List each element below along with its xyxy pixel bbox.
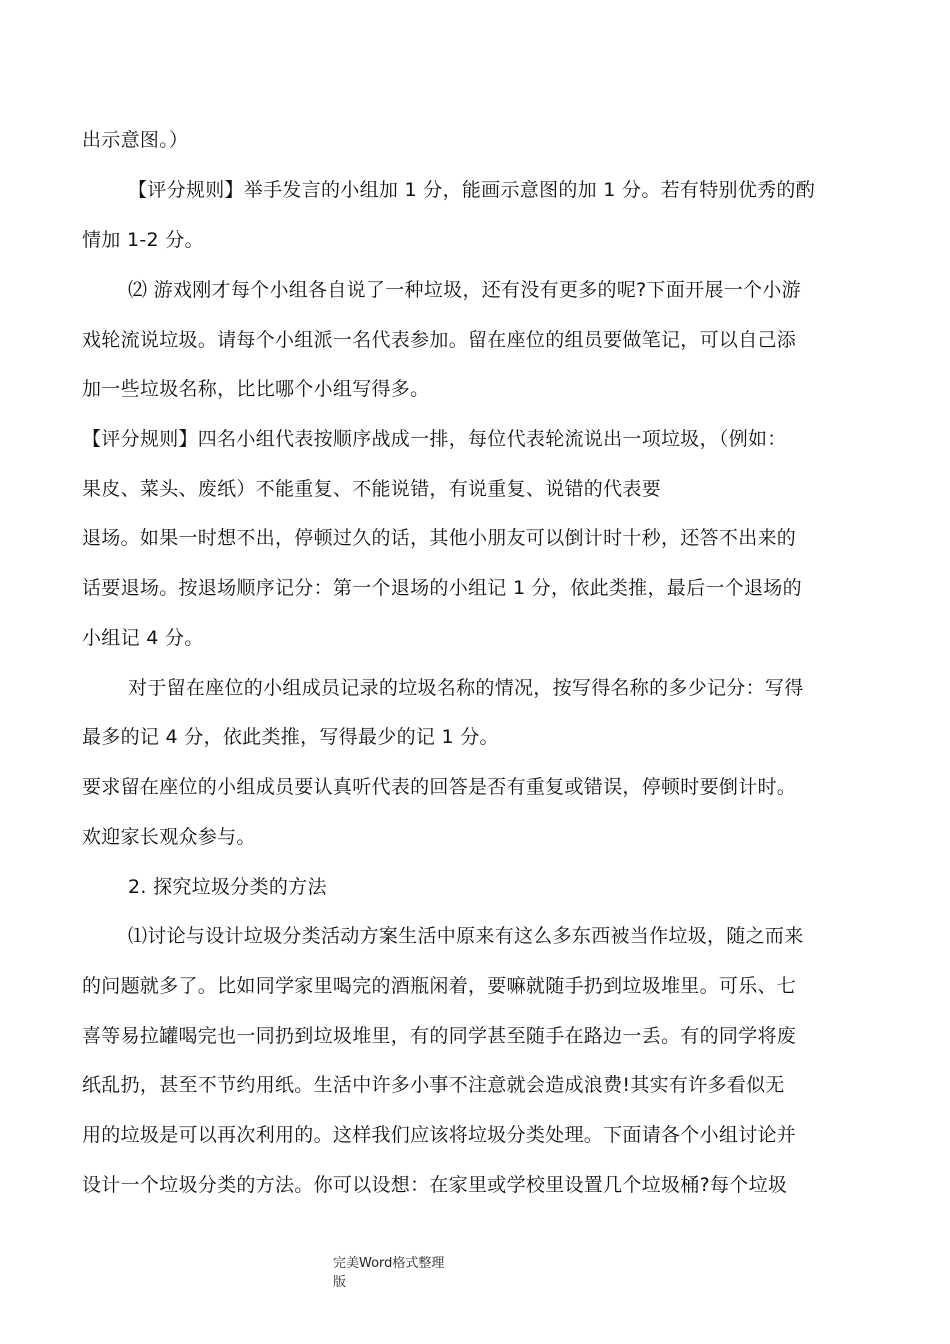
text-line: 果皮、菜头、废纸）不能重复、不能说错，有说重复、说错的代表要 <box>82 478 662 500</box>
text-line: 对于留在座位的小组成员记录的垃圾名称的情况，按写得名称的多少记分：写得 <box>128 677 804 699</box>
text-line: 【评分规则】四名小组代表按顺序战成一排，每位代表轮流说出一项垃圾，（例如： <box>82 428 787 450</box>
text-line: 退场。如果一时想不出，停顿过久的话，其他小朋友可以倒计时十秒，还答不出来的 <box>82 527 797 549</box>
text-line: 小组记 4 分。 <box>82 627 204 649</box>
text-line: 【评分规则】举手发言的小组加 1 分，能画示意图的加 1 分。若有特别优秀的酌 <box>128 179 816 201</box>
text-line: 戏轮流说垃圾。请每个小组派一名代表参加。留在座位的组员要做笔记，可以自己添 <box>82 329 797 351</box>
text-line: 加一些垃圾名称，比比哪个小组写得多。 <box>82 378 430 400</box>
text-line: 要求留在座位的小组成员要认真听代表的回答是否有重复或错误，停顿时要倒计时。 <box>82 776 797 798</box>
text-line: 情加 1-2 分。 <box>82 229 204 251</box>
footer-line-2: 版 <box>333 1275 347 1290</box>
text-line: 出示意图。） <box>82 129 189 151</box>
section-heading: 2. 探究垃圾分类的方法 <box>128 876 327 898</box>
text-line: 欢迎家长观众参与。 <box>82 826 256 848</box>
page-footer <box>333 1254 444 1292</box>
text-line: ⑴讨论与设计垃圾分类活动方案生活中原来有这么多东西被当作垃圾，随之而来 <box>128 925 804 947</box>
footer-line-1: 完美Word格式整理 <box>333 1256 445 1271</box>
text-line: 喜等易拉罐喝完也一同扔到垃圾堆里，有的同学甚至随手在路边一丢。有的同学将废 <box>82 1025 797 1047</box>
text-line: 设计一个垃圾分类的方法。你可以设想：在家里或学校里设置几个垃圾桶?每个垃圾 <box>82 1174 788 1196</box>
text-line: 用的垃圾是可以再次利用的。这样我们应该将垃圾分类处理。下面请各个小组讨论并 <box>82 1124 797 1146</box>
text-line: 的问题就多了。比如同学家里喝完的酒瓶闲着，要嘛就随手扔到垃圾堆里。可乐、七 <box>82 975 797 997</box>
text-line: ⑵ 游戏刚才每个小组各自说了一种垃圾，还有没有更多的呢?下面开展一个小游 <box>128 279 801 301</box>
text-line: 纸乱扔，甚至不节约用纸。生活中许多小事不注意就会造成浪费!其实有许多看似无 <box>82 1074 785 1096</box>
text-line: 最多的记 4 分，依此类推，写得最少的记 1 分。 <box>82 726 499 748</box>
text-line: 话要退场。按退场顺序记分：第一个退场的小组记 1 分，依此类推，最后一个退场的 <box>82 577 802 599</box>
